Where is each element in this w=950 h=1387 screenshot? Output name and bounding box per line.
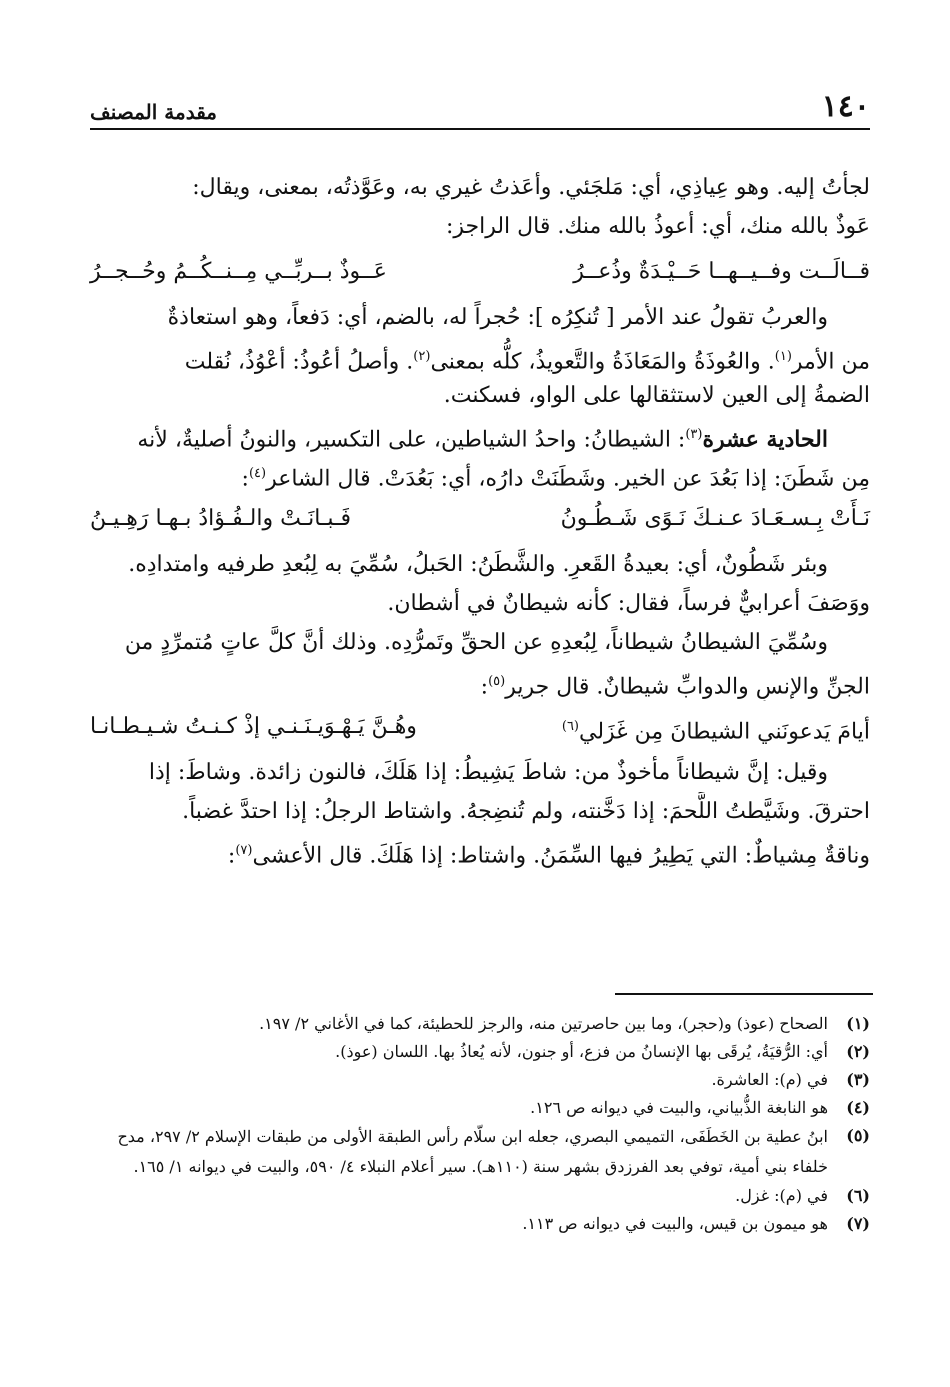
verse-first-hemistich: قــالَــت وفــيــهــا حَــيْـدَةٌ وذُعــرُ — [573, 259, 870, 284]
text-line: وبئر شَطُونٌ، أي: بعيدةُ القَعرِ. والشَّطَنُ: الحَبلُ، سُمِّيَ به لِبُعدِ طرفيه وامتدادِه. — [128, 552, 828, 577]
footnote — [90, 1010, 870, 1038]
text-line: وقيل: إنَّ شيطاناً مأخوذٌ من: شاطَ يَشِيطُ: إذا هَلَكَ، فالنون زائدة. وشاطَ: إذا — [148, 760, 828, 785]
footnote — [90, 1182, 870, 1210]
footnote — [90, 1210, 870, 1238]
text-span: . والعُوذَةُ والمَعَاذَةُ والتَّعويذُ، كلُّه بمعنى — [430, 349, 775, 375]
footnote-number: (٣) — [846, 1070, 870, 1089]
section-heading: الحادية عشرة — [702, 426, 828, 453]
footnote — [90, 1066, 870, 1094]
text-span: . وأصلُ أعُوذُ: أعْوُذُ، نُقلت — [184, 349, 414, 375]
footnote-ref[interactable]: (٦) — [561, 719, 579, 734]
footnote-text: هو النابغة الذُّبياني، والبيت في ديوانه ص ١٢٦. — [530, 1098, 828, 1117]
page-header — [90, 86, 870, 130]
footnote-text: في (م): غزل. — [735, 1186, 828, 1205]
verse-line — [90, 493, 870, 545]
footnote-number: (٥) — [846, 1126, 870, 1145]
text-span: أيامَ يَدعونَني الشيطانَ مِن غَزَلي — [579, 719, 870, 745]
text-line: والعربُ تقولُ عند الأمر [ تُنكِرُه ]: حُجراً له، بالضم، أي: دَفعاً، وهو استعاذةٌ — [167, 305, 828, 330]
footnote-text: هو ميمون بن قيس، والبيت في ديوانه ص ١١٣. — [522, 1214, 828, 1233]
verse-first-hemistich: نَـأَتْ بِـسـعَـادَ عـنـكَ نَـوًى شَـطُـونُ — [560, 506, 870, 531]
footnote-text: الصحاح (عوذ) و(حجر)، وما بين حاصرتين منه، والرجز للحطيئة، كما في الأغاني ٢/ ١٩٧. — [259, 1014, 828, 1033]
footnote — [90, 1094, 870, 1122]
footnotes — [90, 1010, 870, 1238]
page-number: ١٤٠ — [821, 89, 870, 124]
footnote-number: (٤) — [846, 1098, 870, 1117]
text-line: احترقَ. وشَيَّطتُ اللَّحمَ: إذا دَخَّنته، ولم تُنضِجهُ. واشتاط الرجلُ: إذا احتدَّ غضباً. — [182, 799, 870, 824]
text-span: : — [227, 843, 236, 869]
footnote — [90, 1038, 870, 1066]
text-span: : — [480, 674, 489, 700]
footnote-ref[interactable]: (٤) — [248, 466, 267, 481]
text-line: وسُمِّيَ الشيطانُ شيطاناً، لِبُعدِهِ عن الحقِّ وتَمرُّدِه. وذلك أنَّ كلَّ عاتٍ مُتمرِّدٍ من — [124, 630, 828, 655]
footnote-text: في (م): العاشرة. — [711, 1070, 828, 1089]
text-line — [90, 662, 870, 701]
footnote-text: أي: الرُّقيَةُ، يُرقَى بها الإنسانُ من فزع، أو جنون، لأنه يُعاذُ بها. اللسان (عوذ). — [335, 1042, 828, 1061]
text-span: : — [241, 466, 249, 492]
text-line: عَوذٌ بالله منك، أي: أعوذُ بالله منك. قال الراجز: — [445, 214, 870, 239]
footnote-number: (٧) — [846, 1214, 870, 1233]
footnote-number: (١) — [846, 1014, 870, 1033]
footnote-ref[interactable]: (٧) — [235, 843, 253, 858]
footnote-ref[interactable]: (١) — [774, 349, 792, 364]
running-title: مقدمة المصنف — [90, 100, 218, 124]
footnote — [90, 1122, 870, 1182]
footnote-divider — [615, 993, 873, 995]
text-span: مِن شَطَنَ: إذا بَعُدَ عن الخير. وشَطَنَتْ دارُه، أي: بَعُدَتْ. قال الشاعر — [266, 466, 870, 492]
text-line — [90, 831, 870, 870]
footnote-number: (٦) — [846, 1186, 870, 1205]
main-text — [90, 168, 870, 870]
text-span: وناقةٌ مِشياطٌ: التي يَطِيرُ فيها السِّمَنُ. واشتاط: إذا هَلَكَ. قال الأعشى — [252, 843, 870, 869]
footnote-ref[interactable]: (٥) — [488, 674, 506, 689]
text-span: الجنِّ والإنسِ والدوابِّ شيطانٌ. قال جرير — [505, 674, 870, 700]
text-span: من الأمر — [791, 349, 870, 375]
verse-first-hemistich — [562, 701, 870, 753]
footnote-ref[interactable]: (٣) — [685, 427, 703, 442]
text-line: ووَصَفَ أعرابيٌّ فرساً، فقال: كأنه شيطانٌ في أشطان. — [387, 591, 870, 616]
text-span: : الشيطانُ: واحدُ الشياطين، على التكسير، والنونُ أصليةٌ، لأنه — [137, 427, 686, 453]
text-line: لجأتُ إليه. وهو عِياذِي، أي: مَلجَئي. وأعَذتُ غيري به، وعَوَّذتُه، بمعنى، ويقال: — [192, 175, 870, 200]
verse-second-hemistich: عَــوذٌ بــربِّــي مِــنــكُــمُ وحُــجــرُ — [90, 259, 387, 284]
footnote-text: ابنُ عطية بن الخَطَفَى، التميمي البصري، جعله ابن سلّام رأس الطبقة الأولى من طبقات الإسلام ٢/ ٢٩٧، مدح خلفاء بني أمية، توفي بعد الفرزدق بشهر سنة (١١٠هـ). سير أعلام النبلاء ٤/ ٥٩٠، والبيت في ديوانه ١/ ١٦٥. — [117, 1127, 828, 1176]
text-line — [90, 337, 870, 376]
footnote-ref[interactable]: (٢) — [413, 349, 431, 364]
verse-second-hemistich: وهُـنَّ يَـهْـوَيـنَـنـي إذْ كـنـتُ شـيـطـانـا — [90, 714, 417, 739]
footnote-number: (٢) — [846, 1042, 870, 1061]
text-line — [90, 415, 870, 454]
verse-line — [90, 701, 870, 753]
text-line — [90, 454, 870, 493]
verse-line — [90, 246, 870, 298]
verse-second-hemistich: فَـبـانَـتْ والـفُـؤادُ بـهـا رَهِـيـنُ — [90, 506, 351, 531]
text-line: الضمةُ إلى العين لاستثقالها على الواو، فسكنت. — [443, 383, 870, 408]
